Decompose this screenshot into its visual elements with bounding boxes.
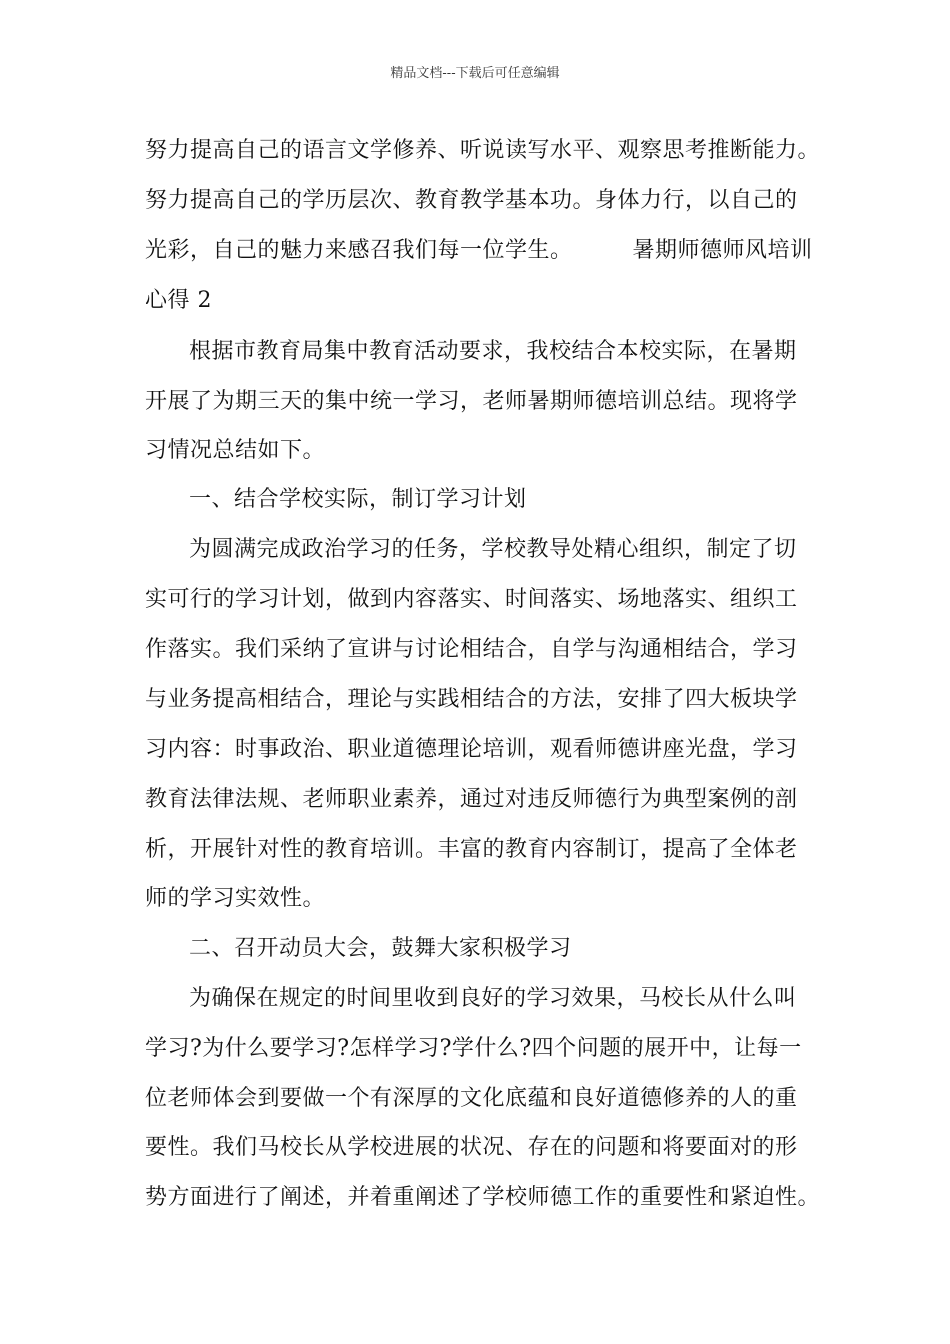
text-line: 势方面进行了阐述，并着重阐述了学校师德工作的重要性和紧迫性。 [145, 1185, 821, 1210]
text-line: 开展了为期三天的集中统一学习，老师暑期师德培训总结。现将学 [145, 389, 798, 414]
text-line: 师的学习实效性。 [145, 886, 326, 911]
text-line: 心得 2 [145, 288, 212, 313]
page-header: 精品文档---下载后可任意编辑 [390, 66, 560, 81]
text-line: 光彩，自己的魅力来感召我们每一位学生。 暑期师德师风培训 [145, 238, 813, 263]
text-line: 作落实。我们采纳了宣讲与讨论相结合，自学与沟通相结合，学习 [145, 637, 798, 662]
section-heading: 一、结合学校实际，制订学习计划 [189, 487, 527, 512]
text-line: 实可行的学习计划，做到内容落实、时间落实、场地落实、组织工 [145, 587, 798, 612]
paragraph-start-line: 为确保在规定的时间里收到良好的学习效果，马校长从什么叫 [189, 986, 797, 1011]
text-line: 析，开展针对性的教育培训。丰富的教育内容制订，提高了全体老 [145, 837, 798, 862]
text-line: 要性。我们马校长从学校进展的状况、存在的问题和将要面对的形 [145, 1135, 798, 1160]
text-line: 位老师体会到要做一个有深厚的文化底蕴和良好道德修养的人的重 [145, 1086, 798, 1111]
text-line: 与业务提高相结合，理论与实践相结合的方法，安排了四大板块学 [145, 687, 798, 712]
section-heading: 二、召开动员大会，鼓舞大家积极学习 [189, 936, 572, 961]
text-line: 学习?为什么要学习?怎样学习?学什么?四个问题的展开中，让每一 [145, 1036, 802, 1061]
text-line: 教育法律法规、老师职业素养，通过对违反师德行为典型案例的剖 [145, 787, 798, 812]
paragraph-start-line: 根据市教育局集中教育活动要求，我校结合本校实际，在暑期 [189, 339, 797, 364]
text-line: 努力提高自己的语言文学修养、听说读写水平、观察思考推断能力。 [145, 138, 821, 163]
text-line: 习内容：时事政治、职业道德理论培训，观看师德讲座光盘，学习 [145, 737, 798, 762]
paragraph-start-line: 为圆满完成政治学习的任务，学校教导处精心组织，制定了切 [189, 537, 797, 562]
text-line: 努力提高自己的学历层次、教育教学基本功。身体力行，以自己的 [145, 188, 798, 213]
text-line: 习情况总结如下。 [145, 438, 326, 463]
